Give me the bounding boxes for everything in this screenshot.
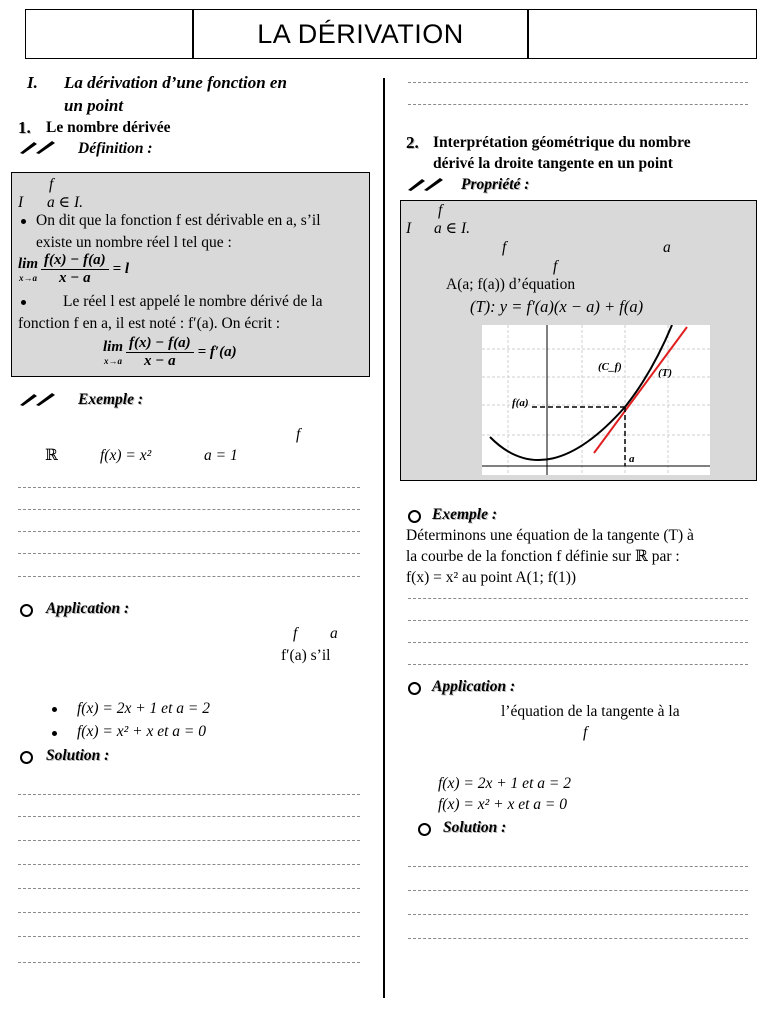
application-item2: f(x) = x² + x et a = 0 xyxy=(77,723,206,740)
curve-cf xyxy=(490,325,672,460)
prop-f: f xyxy=(438,202,443,219)
subsection-title-line2: dérivé la droite tangente en un point xyxy=(433,155,673,172)
dotted-line xyxy=(18,794,360,795)
application-fprime: f′(a) s’il xyxy=(281,647,331,664)
dotted-line xyxy=(18,576,360,577)
application-right-line1: l’équation de la tangente à la xyxy=(501,703,680,720)
circle-bullet-icon xyxy=(20,604,33,617)
exemple-a: a = 1 xyxy=(204,447,238,464)
subsection-title: Le nombre dérivée xyxy=(46,119,171,136)
dotted-line xyxy=(18,962,360,963)
def-p1-line2: existe un nombre réel l tel que : xyxy=(36,234,232,251)
exemple-right-line2: la courbe de la fonction f définie sur ℝ par : xyxy=(406,548,680,565)
circle-bullet-icon xyxy=(408,682,421,695)
limit-equals-l: = l xyxy=(112,261,130,277)
header-right-cell xyxy=(527,9,757,59)
prop-f3: f xyxy=(553,258,558,275)
dotted-line xyxy=(408,914,748,915)
limit-equals-fprime: = f′(a) xyxy=(197,344,237,360)
page-title: LA DÉRIVATION xyxy=(192,9,529,59)
solution-label-right: Solution : xyxy=(443,819,507,836)
header-left-cell xyxy=(25,9,194,59)
solution-label: Solution : xyxy=(46,747,110,764)
def-a-in-I: a ∈ I. xyxy=(47,194,84,211)
circle-bullet-icon xyxy=(418,823,431,836)
dotted-line xyxy=(18,816,360,817)
lim-text: lim xyxy=(18,256,39,272)
circle-bullet-icon xyxy=(408,510,421,523)
dotted-line xyxy=(408,642,748,643)
dotted-line xyxy=(408,598,748,599)
prop-f2: f xyxy=(502,239,507,256)
application-label: Application : xyxy=(46,600,130,617)
application-right-item2: f(x) = x² + x et a = 0 xyxy=(438,796,567,813)
application-f: f xyxy=(293,625,298,642)
dotted-line xyxy=(408,104,748,105)
graph-label-a: a xyxy=(629,453,635,465)
frac-numerator: f(x) − f(a) xyxy=(126,335,194,353)
frac-numerator: f(x) − f(a) xyxy=(41,252,109,270)
graph-label-fa: f(a) xyxy=(512,397,529,409)
dotted-line xyxy=(18,840,360,841)
limit-formula-1 xyxy=(18,252,129,287)
application-item1: f(x) = 2x + 1 et a = 2 xyxy=(77,700,210,717)
graph-label-t: (T) xyxy=(658,367,673,379)
section-number: I. xyxy=(27,73,38,92)
application-right-f: f xyxy=(583,724,588,741)
dotted-line xyxy=(18,531,360,532)
tangent-line xyxy=(594,327,687,453)
bullet-icon xyxy=(21,219,26,224)
lim-sub: x→a xyxy=(104,356,122,366)
dotted-line xyxy=(18,864,360,865)
dotted-line xyxy=(408,890,748,891)
exemple-right-line3: f(x) = x² au point A(1; f(1)) xyxy=(406,569,577,586)
subsection-number: 2. xyxy=(406,133,419,152)
exemple-label: Exemple : xyxy=(78,391,143,408)
pen-icon xyxy=(18,139,60,160)
dotted-line xyxy=(18,553,360,554)
def-p1-line1: On dit que la fonction f est dérivable en a, s’il xyxy=(36,212,321,229)
circle-bullet-icon xyxy=(20,751,33,764)
subsection-number: 1. xyxy=(18,118,31,137)
def-p2-line1: Le réel l est appelé le nombre dérivé de la xyxy=(63,293,323,310)
prop-tangent-eq: (T): y = f′(a)(x − a) + f(a) xyxy=(470,297,644,316)
bullet-icon xyxy=(21,300,26,305)
propriete-label: Propriété : xyxy=(461,176,530,193)
application-a: a xyxy=(330,625,338,642)
frac-denominator: x − a xyxy=(144,353,176,369)
prop-a-in-I: a ∈ I. xyxy=(434,220,471,237)
exemple-fx: f(x) = x² xyxy=(100,447,152,464)
application-label-right: Application : xyxy=(432,678,516,695)
prop-point: A(a; f(a)) d’équation xyxy=(446,276,576,293)
lim-text: lim xyxy=(103,339,124,355)
dotted-line xyxy=(408,866,748,867)
lim-sub: x→a xyxy=(19,273,37,283)
subsection-title-line1: Interprétation géométrique du nombre xyxy=(433,134,691,151)
prop-I: I xyxy=(406,220,412,237)
pen-icon xyxy=(18,391,60,412)
exemple-R: ℝ xyxy=(45,447,58,464)
bullet-icon xyxy=(52,707,57,712)
dotted-line xyxy=(18,509,360,510)
tangent-graph xyxy=(482,325,710,475)
dotted-line xyxy=(408,938,748,939)
application-right-item1: f(x) = 2x + 1 et a = 2 xyxy=(438,775,571,792)
definition-label: Définition : xyxy=(78,140,153,157)
dotted-line xyxy=(18,936,360,937)
dotted-line xyxy=(408,82,748,83)
exemple-right-line1: Déterminons une équation de la tangente (T) à xyxy=(406,527,694,544)
frac-denominator: x − a xyxy=(59,270,91,286)
exemple-f: f xyxy=(296,426,301,443)
dotted-line xyxy=(408,664,748,665)
limit-formula-2 xyxy=(103,335,237,370)
exemple-label-right: Exemple : xyxy=(432,506,497,523)
bullet-icon xyxy=(52,731,57,736)
dotted-line xyxy=(18,888,360,889)
column-divider xyxy=(383,78,385,998)
section-title-line1: La dérivation d’une fonction en xyxy=(64,73,287,92)
def-p2-line2: fonction f en a, il est noté : f′(a). On écrit : xyxy=(18,315,281,332)
prop-a2: a xyxy=(663,239,671,256)
dotted-line xyxy=(408,620,748,621)
dotted-line xyxy=(18,912,360,913)
def-f: f xyxy=(49,176,54,193)
pen-icon xyxy=(406,176,448,197)
def-I: I xyxy=(18,194,24,211)
dotted-line xyxy=(18,487,360,488)
graph-label-cf: (C_f) xyxy=(598,361,622,373)
section-title-line2: un point xyxy=(64,96,124,115)
